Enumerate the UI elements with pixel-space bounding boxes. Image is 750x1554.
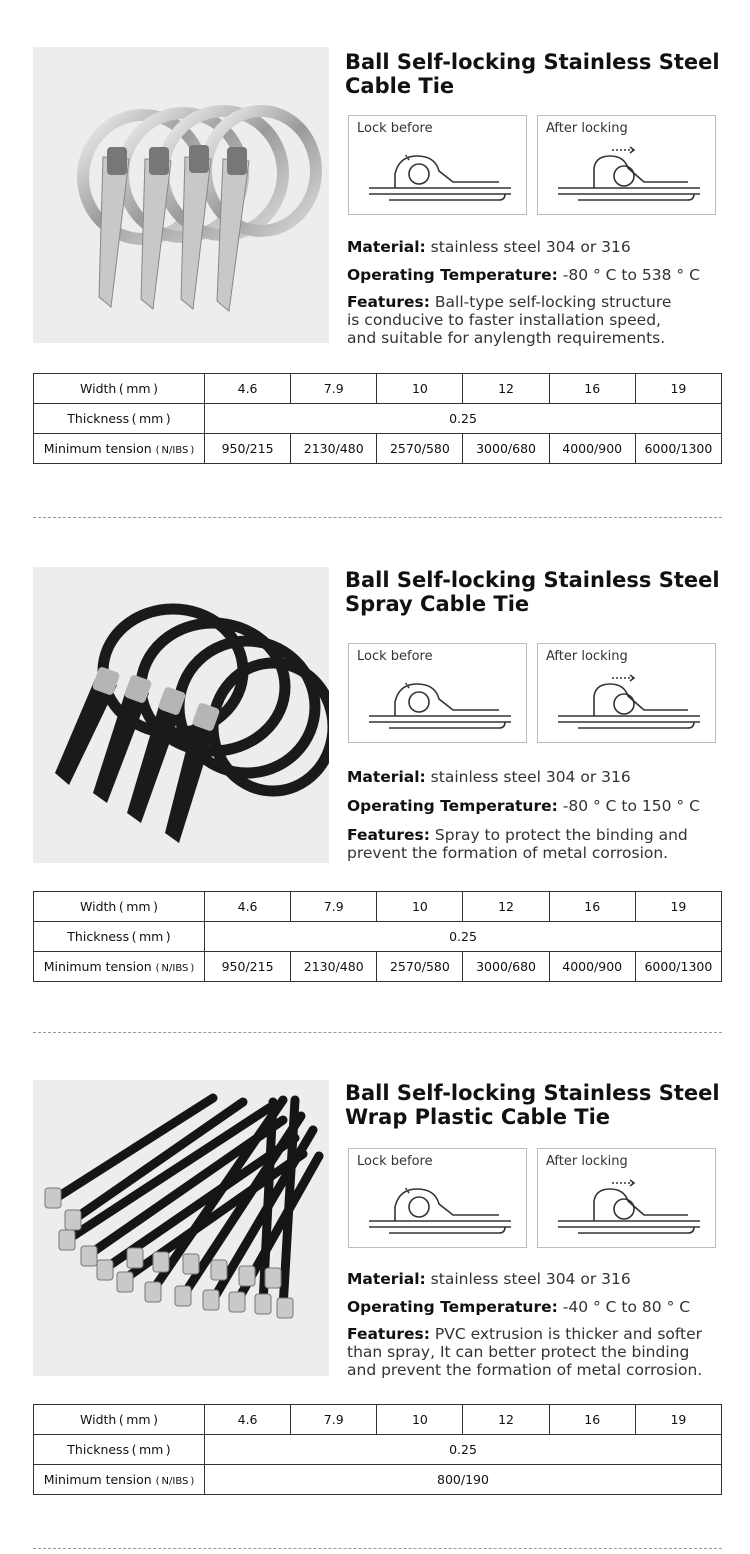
after-locking-icon (538, 644, 717, 744)
material-spec (347, 768, 727, 786)
tension-unit: ( N/IBS ) (155, 445, 195, 456)
tension-cell: 6000/1300 (635, 434, 721, 464)
silver-cable-tie-icon (33, 47, 329, 343)
features-label: Features: (347, 826, 430, 844)
features-spec (347, 1325, 727, 1379)
spec-table (33, 373, 722, 464)
product-title (345, 50, 740, 98)
lock-before-label: Lock before (357, 121, 433, 136)
after-locking-diagram (537, 643, 716, 743)
thickness-header: Thickness ( mm ) (34, 922, 205, 952)
lock-before-icon (349, 1149, 528, 1249)
product-photo-bundled-ties (33, 1080, 329, 1376)
features-line-2: is conducive to faster installation speed, (347, 311, 661, 329)
width-cell: 12 (463, 374, 549, 404)
width-cell: 7.9 (291, 374, 377, 404)
width-cell: 19 (635, 374, 721, 404)
tension-header (34, 1465, 205, 1495)
temperature-spec (347, 797, 727, 815)
tension-cell: 2130/480 (291, 434, 377, 464)
tension-cell: 800/190 (205, 1465, 722, 1495)
after-locking-diagram (537, 1148, 716, 1248)
tension-cell: 3000/680 (463, 434, 549, 464)
width-cell: 4.6 (205, 892, 291, 922)
width-cell: 19 (635, 1405, 721, 1435)
temperature-label: Operating Temperature: (347, 1298, 558, 1316)
width-cell: 4.6 (205, 1405, 291, 1435)
product-photo-silver-tie (33, 47, 329, 343)
temperature-value: -80 ° C to 538 ° C (562, 266, 700, 284)
features-line-1: PVC extrusion is thicker and softer (434, 1325, 703, 1343)
width-cell: 7.9 (291, 892, 377, 922)
tension-cell: 950/215 (205, 434, 291, 464)
after-locking-diagram (537, 115, 716, 215)
lock-before-icon (349, 644, 528, 744)
tension-row (34, 434, 722, 464)
width-cell: 7.9 (291, 1405, 377, 1435)
after-locking-label: After locking (546, 1154, 628, 1169)
tension-header (34, 952, 205, 982)
width-cell: 12 (463, 1405, 549, 1435)
thickness-row (34, 922, 722, 952)
title-line-2: Cable Tie (345, 74, 455, 98)
tension-cell: 6000/1300 (635, 952, 721, 982)
tension-label: Minimum tension (43, 1472, 152, 1487)
lock-before-diagram (348, 115, 527, 215)
material-value: stainless steel 304 or 316 (430, 768, 631, 786)
temperature-spec (347, 266, 727, 284)
thickness-cell: 0.25 (205, 922, 722, 952)
width-cell: 10 (377, 1405, 463, 1435)
black-cable-tie-icon (33, 567, 329, 863)
material-value: stainless steel 304 or 316 (430, 1270, 631, 1288)
material-label: Material: (347, 768, 426, 786)
features-label: Features: (347, 293, 430, 311)
spec-table (33, 891, 722, 982)
tension-row (34, 952, 722, 982)
width-cell: 12 (463, 892, 549, 922)
section-divider (33, 1032, 722, 1033)
lock-before-icon (349, 116, 528, 216)
temperature-label: Operating Temperature: (347, 797, 558, 815)
after-locking-label: After locking (546, 649, 628, 664)
lock-before-diagram (348, 1148, 527, 1248)
width-header: Width ( mm ) (34, 374, 205, 404)
thickness-cell: 0.25 (205, 404, 722, 434)
tension-unit: ( N/IBS ) (155, 1476, 195, 1487)
width-cell: 16 (549, 892, 635, 922)
temperature-value: -40 ° C to 80 ° C (562, 1298, 691, 1316)
tension-cell: 4000/900 (549, 434, 635, 464)
tension-cell: 950/215 (205, 952, 291, 982)
thickness-row (34, 1435, 722, 1465)
temperature-label: Operating Temperature: (347, 266, 558, 284)
width-cell: 10 (377, 374, 463, 404)
section-divider (33, 1548, 722, 1549)
after-locking-icon (538, 1149, 717, 1249)
thickness-header: Thickness ( mm ) (34, 404, 205, 434)
bundled-black-ties-icon (33, 1080, 329, 1376)
width-cell: 4.6 (205, 374, 291, 404)
features-line-1: Ball-type self-locking structure (434, 293, 672, 311)
tension-cell: 3000/680 (463, 952, 549, 982)
features-spec (347, 293, 727, 347)
lock-before-label: Lock before (357, 1154, 433, 1169)
features-line-3: and suitable for anylength requirements. (347, 329, 666, 347)
material-value: stainless steel 304 or 316 (430, 238, 631, 256)
tension-cell: 4000/900 (549, 952, 635, 982)
width-cell: 16 (549, 374, 635, 404)
tension-cell: 2130/480 (291, 952, 377, 982)
material-spec (347, 238, 727, 256)
title-line-2: Spray Cable Tie (345, 592, 530, 616)
width-row (34, 374, 722, 404)
product-photo-black-tie (33, 567, 329, 863)
after-locking-icon (538, 116, 717, 216)
material-label: Material: (347, 1270, 426, 1288)
lock-before-diagram (348, 643, 527, 743)
width-cell: 16 (549, 1405, 635, 1435)
section-divider (33, 517, 722, 518)
tension-label: Minimum tension (43, 441, 152, 456)
product-title (345, 568, 740, 616)
tension-label: Minimum tension (43, 959, 152, 974)
thickness-header: Thickness ( mm ) (34, 1435, 205, 1465)
material-spec (347, 1270, 727, 1288)
features-line-2: than spray, It can better protect the binding (347, 1343, 690, 1361)
temperature-spec (347, 1298, 727, 1316)
features-spec (347, 826, 727, 862)
temperature-value: -80 ° C to 150 ° C (562, 797, 700, 815)
tension-header (34, 434, 205, 464)
title-line-2: Wrap Plastic Cable Tie (345, 1105, 611, 1129)
width-row (34, 892, 722, 922)
thickness-row (34, 404, 722, 434)
tension-unit: ( N/IBS ) (155, 963, 195, 974)
title-line-1: Ball Self-locking Stainless Steel (345, 1081, 720, 1105)
features-label: Features: (347, 1325, 430, 1343)
width-header: Width ( mm ) (34, 892, 205, 922)
title-line-1: Ball Self-locking Stainless Steel (345, 50, 720, 74)
spec-table (33, 1404, 722, 1495)
title-line-1: Ball Self-locking Stainless Steel (345, 568, 720, 592)
material-label: Material: (347, 238, 426, 256)
tension-cell: 2570/580 (377, 434, 463, 464)
thickness-cell: 0.25 (205, 1435, 722, 1465)
after-locking-label: After locking (546, 121, 628, 136)
width-cell: 19 (635, 892, 721, 922)
features-line-2: prevent the formation of metal corrosion. (347, 844, 669, 862)
tension-row (34, 1465, 722, 1495)
width-row (34, 1405, 722, 1435)
features-line-1: Spray to protect the binding and (434, 826, 688, 844)
tension-cell: 2570/580 (377, 952, 463, 982)
product-title (345, 1081, 740, 1129)
features-line-3: and prevent the formation of metal corrosion. (347, 1361, 703, 1379)
width-header: Width ( mm ) (34, 1405, 205, 1435)
lock-before-label: Lock before (357, 649, 433, 664)
width-cell: 10 (377, 892, 463, 922)
